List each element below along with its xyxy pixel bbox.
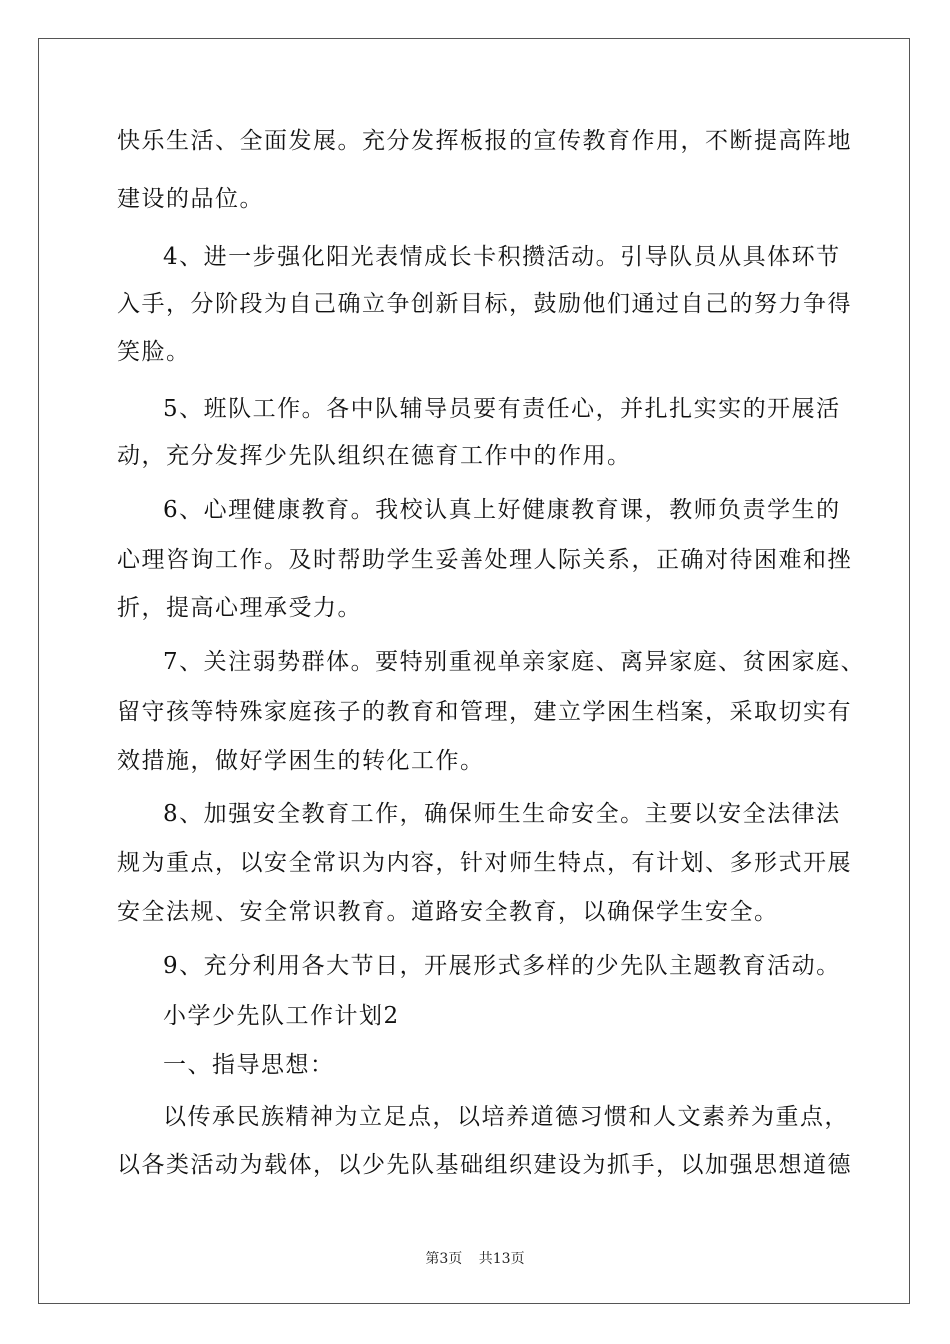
page-number: 第3页: [425, 1251, 463, 1267]
page-footer: [0, 1248, 950, 1268]
text-line: 建设的品位。: [117, 186, 264, 212]
page-total: 共13页: [478, 1251, 525, 1267]
text-line: 规为重点，以安全常识为内容，针对师生特点，有计划、多形式开展: [117, 850, 852, 876]
text-line: 8、加强安全教育工作，确保师生生命安全。主要以安全法律法: [163, 801, 841, 827]
text-line: 7、关注弱势群体。要特别重视单亲家庭、离异家庭、贫困家庭、: [163, 649, 866, 675]
text-line: 笑脸。: [117, 339, 191, 365]
text-line: 入手，分阶段为自己确立争创新目标，鼓励他们通过自己的努力争得: [117, 291, 852, 317]
text-line: 6、心理健康教育。我校认真上好健康教育课，教师负责学生的: [163, 497, 841, 523]
text-line: 以各类活动为载体，以少先队基础组织建设为抓手，以加强思想道德: [117, 1152, 852, 1178]
text-line: 5、班队工作。各中队辅导员要有责任心，并扎扎实实的开展活: [163, 396, 841, 422]
text-line: 动，充分发挥少先队组织在德育工作中的作用。: [117, 443, 632, 469]
text-line: 折，提高心理承受力。: [117, 595, 362, 621]
text-line: 以传承民族精神为立足点，以培养道德习惯和人文素养为重点，: [163, 1104, 849, 1130]
section-heading: 一、指导思想：: [163, 1052, 335, 1078]
section-title: 小学少先队工作计划2: [163, 1003, 400, 1029]
text-line: 9、充分利用各大节日，开展形式多样的少先队主题教育活动。: [163, 953, 841, 979]
text-line: 快乐生活、全面发展。充分发挥板报的宣传教育作用，不断提高阵地: [117, 128, 852, 154]
text-line: 安全法规、安全常识教育。道路安全教育，以确保学生安全。: [117, 899, 779, 925]
text-line: 留守孩等特殊家庭孩子的教育和管理，建立学困生档案，采取切实有: [117, 699, 852, 725]
text-line: 心理咨询工作。及时帮助学生妥善处理人际关系，正确对待困难和挫: [117, 547, 852, 573]
text-line: 效措施，做好学困生的转化工作。: [117, 748, 485, 774]
text-line: 4、进一步强化阳光表情成长卡积攒活动。引导队员从具体环节: [163, 244, 841, 270]
